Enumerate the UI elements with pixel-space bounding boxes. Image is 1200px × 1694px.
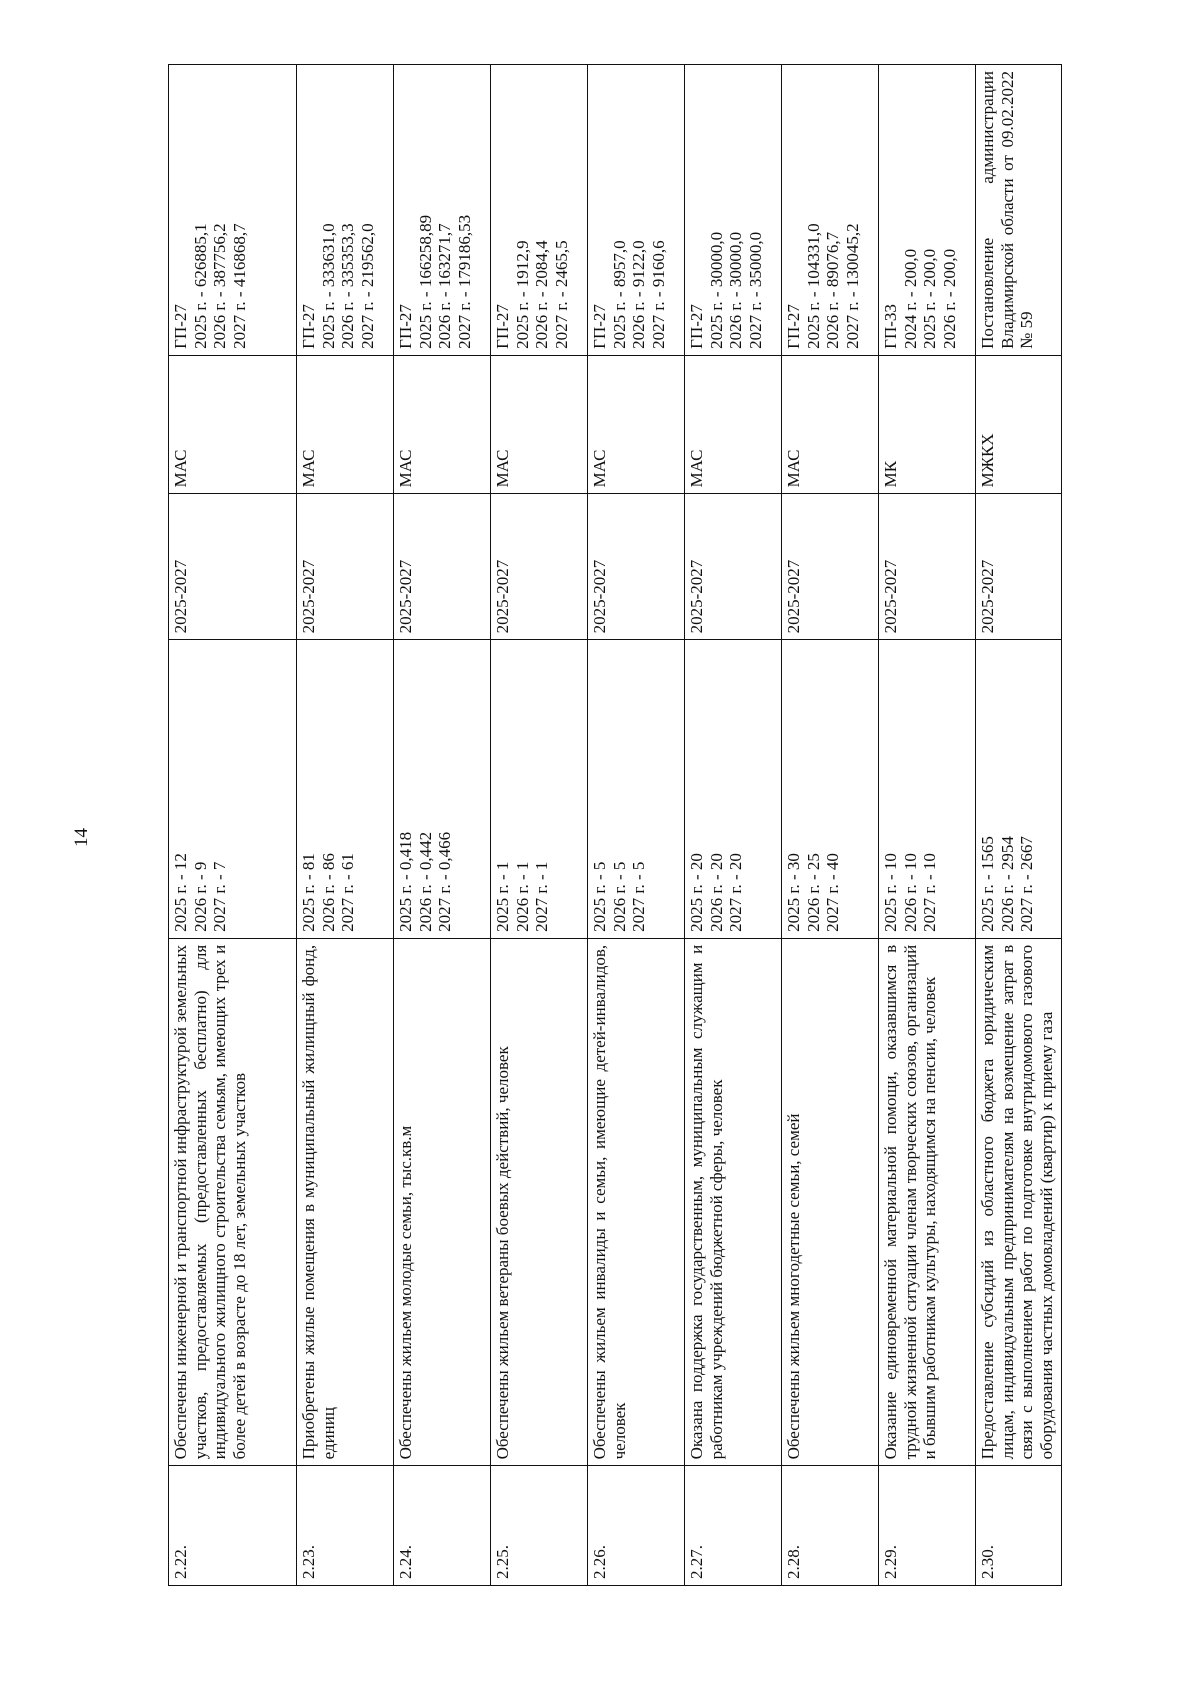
indicator-value-line: 2027 г. - 10	[920, 853, 939, 932]
indicator-values-cell	[297, 640, 394, 938]
indicator-name-cell: Оказана поддержка государственным, муниципальным служащим и работникам учреждений бюджетной сферы, человек	[685, 938, 782, 1466]
table-row	[685, 65, 782, 1586]
table-row	[394, 65, 491, 1586]
funding-source-cell	[394, 65, 491, 356]
indicator-values-cell	[685, 640, 782, 938]
table-row	[588, 65, 685, 1586]
executor-cell: МЖКХ	[976, 355, 1062, 494]
period-cell: 2025-2027	[491, 494, 588, 640]
indicator-value-line: 2025 г. - 5	[590, 861, 609, 932]
period-cell: 2025-2027	[782, 494, 879, 640]
indicator-value-line: 2025 г. - 20	[687, 853, 706, 932]
indicator-value-line: 2026 г. - 20	[706, 853, 726, 932]
period-cell: 2025-2027	[394, 494, 491, 640]
funding-line: 2026 г. - 335353,3	[338, 223, 357, 349]
funding-line: 2026 г. - 9122,0	[629, 240, 648, 349]
indicator-name-cell: Обеспечены жильем ветераны боевых действий, человек	[491, 938, 588, 1466]
indicator-values-cell	[394, 640, 491, 938]
period-cell: 2025-2027	[588, 494, 685, 640]
funding-line: 2027 г. - 179186,53	[454, 214, 474, 349]
indicator-name-cell: Обеспечены инженерной и транспортной инфраструктурой земельных участков, предоставляемых (предоставленных бесплатно) для индивидуального жилищного строительства семьям, имеющих трех и более детей в возрасте до 18 лет, земельных участков	[169, 938, 297, 1466]
funding-source-cell	[879, 65, 976, 356]
funding-line: 2026 г. - 30000,0	[726, 231, 745, 349]
indicator-value-line: 2026 г. - 5	[609, 861, 629, 932]
row-number-cell: 2.29.	[879, 1466, 976, 1586]
indicator-value-line: 2026 г. - 10	[900, 853, 920, 932]
row-number-cell: 2.24.	[394, 1466, 491, 1586]
indicator-name-cell: Обеспечены жильем инвалиды и семьи, имеющие детей-инвалидов, человек	[588, 938, 685, 1466]
row-number-cell: 2.22.	[169, 1466, 297, 1586]
funding-source-cell	[297, 65, 394, 356]
funding-line: 2025 г. - 1912,9	[512, 240, 532, 349]
row-number-cell: 2.27.	[685, 1466, 782, 1586]
indicator-name-cell: Обеспечены жильем многодетные семьи, семей	[782, 938, 879, 1466]
funding-line: 2025 г. - 30000,0	[706, 231, 726, 349]
indicator-value-line: 2026 г. - 86	[318, 853, 338, 932]
period-cell: 2025-2027	[297, 494, 394, 640]
indicator-value-line: 2025 г. - 0,418	[396, 831, 415, 932]
funding-line: 2027 г. - 35000,0	[745, 231, 765, 349]
indicator-values-cell	[169, 640, 297, 938]
funding-line: 2024 г. - 200,0	[900, 248, 920, 349]
funding-line: ГП-27	[396, 304, 415, 349]
funding-source-cell	[782, 65, 879, 356]
row-number-cell: 2.26.	[588, 1466, 685, 1586]
indicator-value-line: 2025 г. - 1	[493, 861, 512, 932]
table-row	[491, 65, 588, 1586]
indicator-name-cell: Приобретены жилые помещения в муниципальный жилищный фонд, единиц	[297, 938, 394, 1466]
executor-cell: МК	[879, 355, 976, 494]
table-row	[879, 65, 976, 1586]
funding-line: 2025 г. - 8957,0	[609, 240, 629, 349]
funding-line: 2026 г. - 387756,2	[210, 223, 229, 349]
indicator-values-cell	[491, 640, 588, 938]
indicator-name-cell: Обеспечены жильем молодые семьи, тыс.кв.м	[394, 938, 491, 1466]
indicator-value-line: 2026 г. - 25	[803, 853, 823, 932]
funding-line: ГП-27	[299, 304, 318, 349]
funding-line: 2025 г. - 626885,1	[190, 223, 210, 349]
indicator-value-line: 2026 г. - 0,442	[415, 831, 435, 932]
funding-line: 2025 г. - 104331,0	[803, 223, 823, 349]
executor-cell: МАС	[394, 355, 491, 494]
indicator-name-cell: Оказание единовременной материальной помощи, оказавшимся в трудной жизненной ситуации членам творческих союзов, организаций и бывшим работникам культуры, находящимся на пенсии, человек	[879, 938, 976, 1466]
indicator-value-line: 2025 г. - 10	[881, 853, 900, 932]
indicator-value-line: 2026 г. - 9	[190, 861, 210, 932]
indicator-value-line: 2027 г. - 40	[823, 853, 842, 932]
funding-line: ГП-27	[493, 304, 512, 349]
funding-line: ГП-27	[590, 304, 609, 349]
funding-line: 2026 г. - 200,0	[939, 248, 959, 349]
indicator-value-line: 2027 г. - 5	[629, 861, 648, 932]
funding-source-cell	[588, 65, 685, 356]
row-number-cell: 2.23.	[297, 1466, 394, 1586]
period-cell: 2025-2027	[976, 494, 1062, 640]
period-cell: 2025-2027	[169, 494, 297, 640]
funding-line: 2027 г. - 9160,6	[648, 240, 668, 349]
funding-source-cell	[491, 65, 588, 356]
executor-cell: МАС	[169, 355, 297, 494]
funding-source-cell	[169, 65, 297, 356]
indicator-value-line: 2027 г. - 61	[338, 853, 357, 932]
indicator-value-line: 2027 г. - 20	[726, 853, 745, 932]
funding-line: 2026 г. - 2084,4	[532, 240, 551, 349]
row-number-cell: 2.30.	[976, 1466, 1062, 1586]
funding-line: 2025 г. - 200,0	[920, 248, 939, 349]
rotated-table-container	[168, 64, 1061, 1586]
executor-cell: МАС	[782, 355, 879, 494]
indicator-value-line: 2027 г. - 0,466	[435, 831, 454, 932]
indicator-value-line: 2025 г. - 30	[784, 853, 803, 932]
funding-line: ГП-27	[687, 304, 706, 349]
executor-cell: МАС	[685, 355, 782, 494]
indicator-values-cell	[976, 640, 1062, 938]
row-number-cell: 2.25.	[491, 1466, 588, 1586]
funding-line: ГП-33	[881, 304, 900, 349]
indicator-values-cell	[782, 640, 879, 938]
period-cell: 2025-2027	[879, 494, 976, 640]
funding-line: 2027 г. - 219562,0	[357, 223, 377, 349]
indicator-value-line: 2027 г. - 2667	[1017, 836, 1036, 932]
funding-line: 2025 г. - 166258,89	[415, 214, 435, 349]
funding-source-cell: Постановление администрации Владимирской области от 09.02.2022 № 59	[976, 65, 1062, 356]
indicator-values-cell	[588, 640, 685, 938]
funding-line: 2025 г. - 333631,0	[318, 223, 338, 349]
table-row	[297, 65, 394, 1586]
funding-line: 2026 г. - 163271,7	[435, 223, 454, 349]
executor-cell: МАС	[491, 355, 588, 494]
table-body	[169, 65, 1062, 1586]
indicator-value-line: 2027 г. - 7	[210, 861, 229, 932]
indicator-values-cell	[879, 640, 976, 938]
funding-line: 2027 г. - 2465,5	[551, 240, 571, 349]
executor-cell: МАС	[588, 355, 685, 494]
funding-line: 2026 г. - 89076,7	[823, 231, 842, 349]
indicator-value-line: 2026 г. - 1	[512, 861, 532, 932]
indicator-value-line: 2027 г. - 1	[532, 861, 551, 932]
indicator-value-line: 2026 г. - 2954	[997, 836, 1017, 932]
funding-line: 2027 г. - 130045,2	[842, 223, 862, 349]
page-number: 14	[71, 828, 92, 847]
funding-line: 2027 г. - 416868,7	[229, 223, 249, 349]
indicator-value-line: 2025 г. - 12	[171, 853, 190, 932]
period-cell: 2025-2027	[685, 494, 782, 640]
indicator-name-cell: Предоставление субсидий из областного бюджета юридическим лицам, индивидуальным предпринимателям на возмещение затрат в связи с выполнением работ по подготовке внутридомового газового оборудования частных домовладений (квартир) к приему газа	[976, 938, 1062, 1466]
table-row	[782, 65, 879, 1586]
table-row	[976, 65, 1062, 1586]
executor-cell: МАС	[297, 355, 394, 494]
indicator-value-line: 2025 г. - 1565	[978, 836, 997, 932]
funding-line: ГП-27	[171, 304, 190, 349]
funding-line: ГП-27	[784, 304, 803, 349]
indicator-value-line: 2025 г. - 81	[299, 853, 318, 932]
table-row	[169, 65, 297, 1586]
program-table	[168, 64, 1062, 1586]
row-number-cell: 2.28.	[782, 1466, 879, 1586]
funding-source-cell	[685, 65, 782, 356]
